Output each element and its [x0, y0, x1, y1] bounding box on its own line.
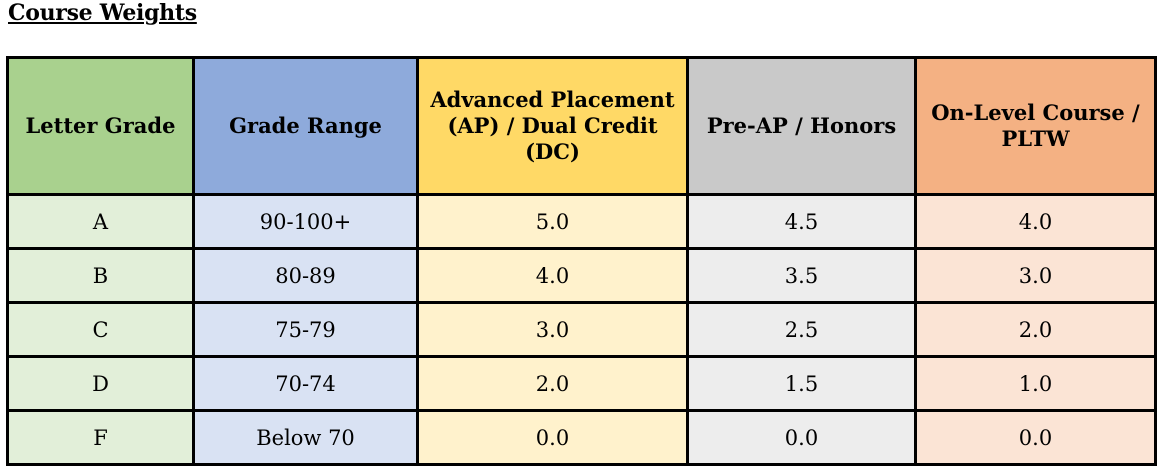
header-letter-grade: Letter Grade: [8, 58, 194, 195]
cell-letter-grade: A: [8, 195, 194, 249]
table-row: [8, 195, 1156, 249]
header-row: [8, 58, 1156, 195]
cell-grade-range: 75-79: [194, 303, 418, 357]
cell-honors-weight: 2.5: [688, 303, 916, 357]
cell-grade-range: Below 70: [194, 411, 418, 465]
cell-ap-weight: 2.0: [418, 357, 688, 411]
cell-letter-grade: B: [8, 249, 194, 303]
cell-grade-range: 90-100+: [194, 195, 418, 249]
header-pre-ap-honors: Pre-AP / Honors: [688, 58, 916, 195]
table-row: [8, 303, 1156, 357]
cell-grade-range: 70-74: [194, 357, 418, 411]
table-row: [8, 411, 1156, 465]
cell-grade-range: 80-89: [194, 249, 418, 303]
cell-ap-weight: 4.0: [418, 249, 688, 303]
cell-on-level-weight: 4.0: [916, 195, 1156, 249]
course-weights-table: [6, 56, 1157, 466]
cell-on-level-weight: 2.0: [916, 303, 1156, 357]
cell-ap-weight: 0.0: [418, 411, 688, 465]
page-title: Course Weights: [8, 0, 197, 26]
cell-on-level-weight: 3.0: [916, 249, 1156, 303]
cell-letter-grade: F: [8, 411, 194, 465]
cell-ap-weight: 3.0: [418, 303, 688, 357]
header-on-level-pltw: On-Level Course / PLTW: [916, 58, 1156, 195]
cell-on-level-weight: 0.0: [916, 411, 1156, 465]
cell-honors-weight: 4.5: [688, 195, 916, 249]
cell-letter-grade: C: [8, 303, 194, 357]
cell-honors-weight: 1.5: [688, 357, 916, 411]
cell-on-level-weight: 1.0: [916, 357, 1156, 411]
table-row: [8, 357, 1156, 411]
cell-ap-weight: 5.0: [418, 195, 688, 249]
header-ap-dual-credit: Advanced Placement (AP) / Dual Credit (DC): [418, 58, 688, 195]
cell-honors-weight: 0.0: [688, 411, 916, 465]
header-grade-range: Grade Range: [194, 58, 418, 195]
cell-honors-weight: 3.5: [688, 249, 916, 303]
cell-letter-grade: D: [8, 357, 194, 411]
table-row: [8, 249, 1156, 303]
